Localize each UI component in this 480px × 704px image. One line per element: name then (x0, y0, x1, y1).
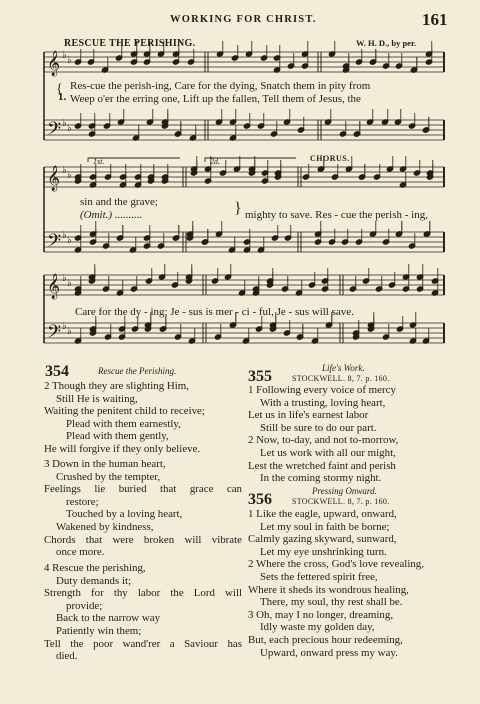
verse-line: Upward, onward press my way. (260, 646, 398, 659)
flat-icon: ♭ (62, 230, 67, 241)
hymn-354-name: Rescue the Perishing. (98, 366, 177, 376)
hymn-title: RESCUE THE PERISHING. (64, 38, 196, 49)
hymn-356-stanzas (248, 508, 448, 659)
flat-icon: ♭ (67, 170, 72, 181)
verse-line: Back to the narrow way (56, 612, 161, 625)
hymn-354-number: 354 (45, 363, 69, 380)
hymn-356-tune: STOCKWELL. 8, 7. p. 160. (292, 497, 390, 506)
verse-line: Sets the fettered spirit free, (260, 570, 378, 583)
treble-clef-icon: 𝄞 (47, 166, 61, 191)
flat-icon: ♭ (62, 321, 67, 332)
verse-line: Crushed by the tempter, (56, 470, 161, 483)
flat-icon: ♭ (62, 118, 67, 129)
verse-line: Calmly gazing skyward, sunward, (248, 533, 397, 546)
lyric-omit: (Omit.) .......... (80, 209, 143, 221)
verse-line: 3 Oh, may I no longer, dreaming, (248, 608, 394, 621)
chorus-label: CHORUS. (310, 154, 350, 163)
verse-line: He will forgive if they only believe. (44, 442, 201, 455)
verse-line: 1 Following every voice of mercy (248, 384, 396, 396)
treble-clef-icon: 𝄞 (47, 274, 61, 299)
bass-clef-icon: 𝄢 (47, 322, 62, 345)
hymn-354-stanza-3 (44, 458, 242, 559)
brace-mark-2: } (234, 200, 242, 217)
verse-line: Wakened by kindness, (56, 520, 154, 533)
flat-icon: ♭ (67, 278, 72, 289)
verse-line: Let my eye unshrinking turn. (260, 545, 387, 558)
verse-line: Plead with them earnestly, (66, 417, 181, 430)
verse-line: Strength for thy labor the Lord will (44, 587, 242, 600)
bass-clef-icon: 𝄢 (47, 231, 62, 256)
brace-mark: { (56, 82, 63, 97)
hymn-355-number: 355 (248, 368, 272, 385)
flat-icon: ♭ (62, 273, 67, 284)
verse-line: Idly waste my golden day, (260, 621, 375, 634)
hymn-355-tune: STOCKWELL. 8, 7. p. 160. (292, 374, 390, 383)
verse-line: Tell the poor wand'rer a Saviour has (44, 637, 242, 650)
lyric-sin-grave: sin and the grave; (80, 196, 158, 208)
hymn-356-name: Pressing Onward. (312, 486, 377, 496)
verse-line: There, my soul, thy rest shall be. (260, 596, 403, 609)
lyric-line-2: Weep o'er the erring one, Lift up the fallen, Tell them of Jesus, the (70, 93, 361, 105)
hymn-credit: W. H. D., by per. (356, 38, 417, 48)
flat-icon: ♭ (62, 165, 67, 176)
flat-icon: ♭ (67, 123, 72, 134)
verse-line: Let us in life's earnest labor (248, 409, 369, 422)
flat-icon: ♭ (67, 55, 72, 66)
verse-line: restore; (66, 495, 99, 508)
hymn-355-name: Life's Work. (322, 363, 365, 373)
verse-line: Touched by a loving heart, (66, 508, 183, 521)
verse-line: Let us work with all our might, (260, 446, 396, 459)
page-number: 161 (422, 10, 448, 29)
verse-line: Patiently win them; (56, 624, 142, 637)
verse-line: died. (56, 650, 78, 663)
verse-line: 3 Down in the human heart, (44, 458, 166, 470)
verse-line: once more. (56, 546, 105, 559)
lyric-mighty: mighty to save. Res - cue the perish - ing, (245, 209, 428, 221)
hymn-354-stanza-2 (44, 380, 244, 456)
running-title: WORKING FOR CHRIST. (170, 14, 317, 25)
verse-line: 2 Where the cross, God's love revealing, (248, 558, 424, 571)
lyric-care-dying: Care for the dy - ing; Je - sus is mer - ci - ful, Je - sus will save. (75, 306, 354, 318)
flat-icon: ♭ (67, 235, 72, 246)
treble-clef-icon: 𝄞 (47, 51, 61, 76)
second-ending-label: 2d. (210, 157, 220, 166)
verse-line: Chords that were broken will vibrate (44, 533, 242, 546)
verse-line: Feelings lie buried that grace can (44, 483, 242, 496)
verse-line: With a trusting, loving heart, (260, 396, 386, 409)
hymn-354-stanza-4 (44, 562, 242, 663)
verse-line: Lest the wretched faint and perish (248, 459, 396, 472)
bass-clef-icon: 𝄢 (47, 119, 62, 144)
hymn-356-number: 356 (248, 491, 272, 508)
verse-line: Where it sheds its wondrous healing, (248, 583, 409, 596)
flat-icon: ♭ (62, 50, 67, 61)
verse-line: 1 Like the eagle, upward, onward, (248, 508, 397, 520)
verse-line: provide; (66, 599, 103, 612)
verse-line: Plead with them gently, (66, 430, 169, 443)
verse-line: But, each precious hour redeeming, (248, 633, 403, 646)
first-ending-label: 1st. (93, 157, 105, 166)
verse-line: 2 Now, to-day, and not to-morrow, (248, 434, 399, 447)
verse-line: Let my soul in faith be borne; (260, 520, 390, 533)
verse-line: Still be sure to do our part. (260, 421, 377, 434)
verse-line: 2 Though they are slighting Him, (44, 380, 189, 392)
hymn-355-stanzas (248, 384, 448, 485)
verse-line: In the coming stormy night. (260, 472, 382, 485)
verse-line: Waiting the penitent child to receive; (44, 405, 205, 418)
verse-number: 1. (58, 91, 67, 103)
lyric-line-1: Res-cue the perish-ing, Care for the dying, Snatch them in pity from (70, 80, 371, 92)
verse-line: 4 Rescue the perishing, (44, 562, 146, 574)
verse-line: Duty demands it; (56, 574, 132, 587)
music-score (0, 0, 480, 345)
verse-line: Still He is waiting, (56, 392, 138, 405)
flat-icon: ♭ (67, 326, 72, 337)
